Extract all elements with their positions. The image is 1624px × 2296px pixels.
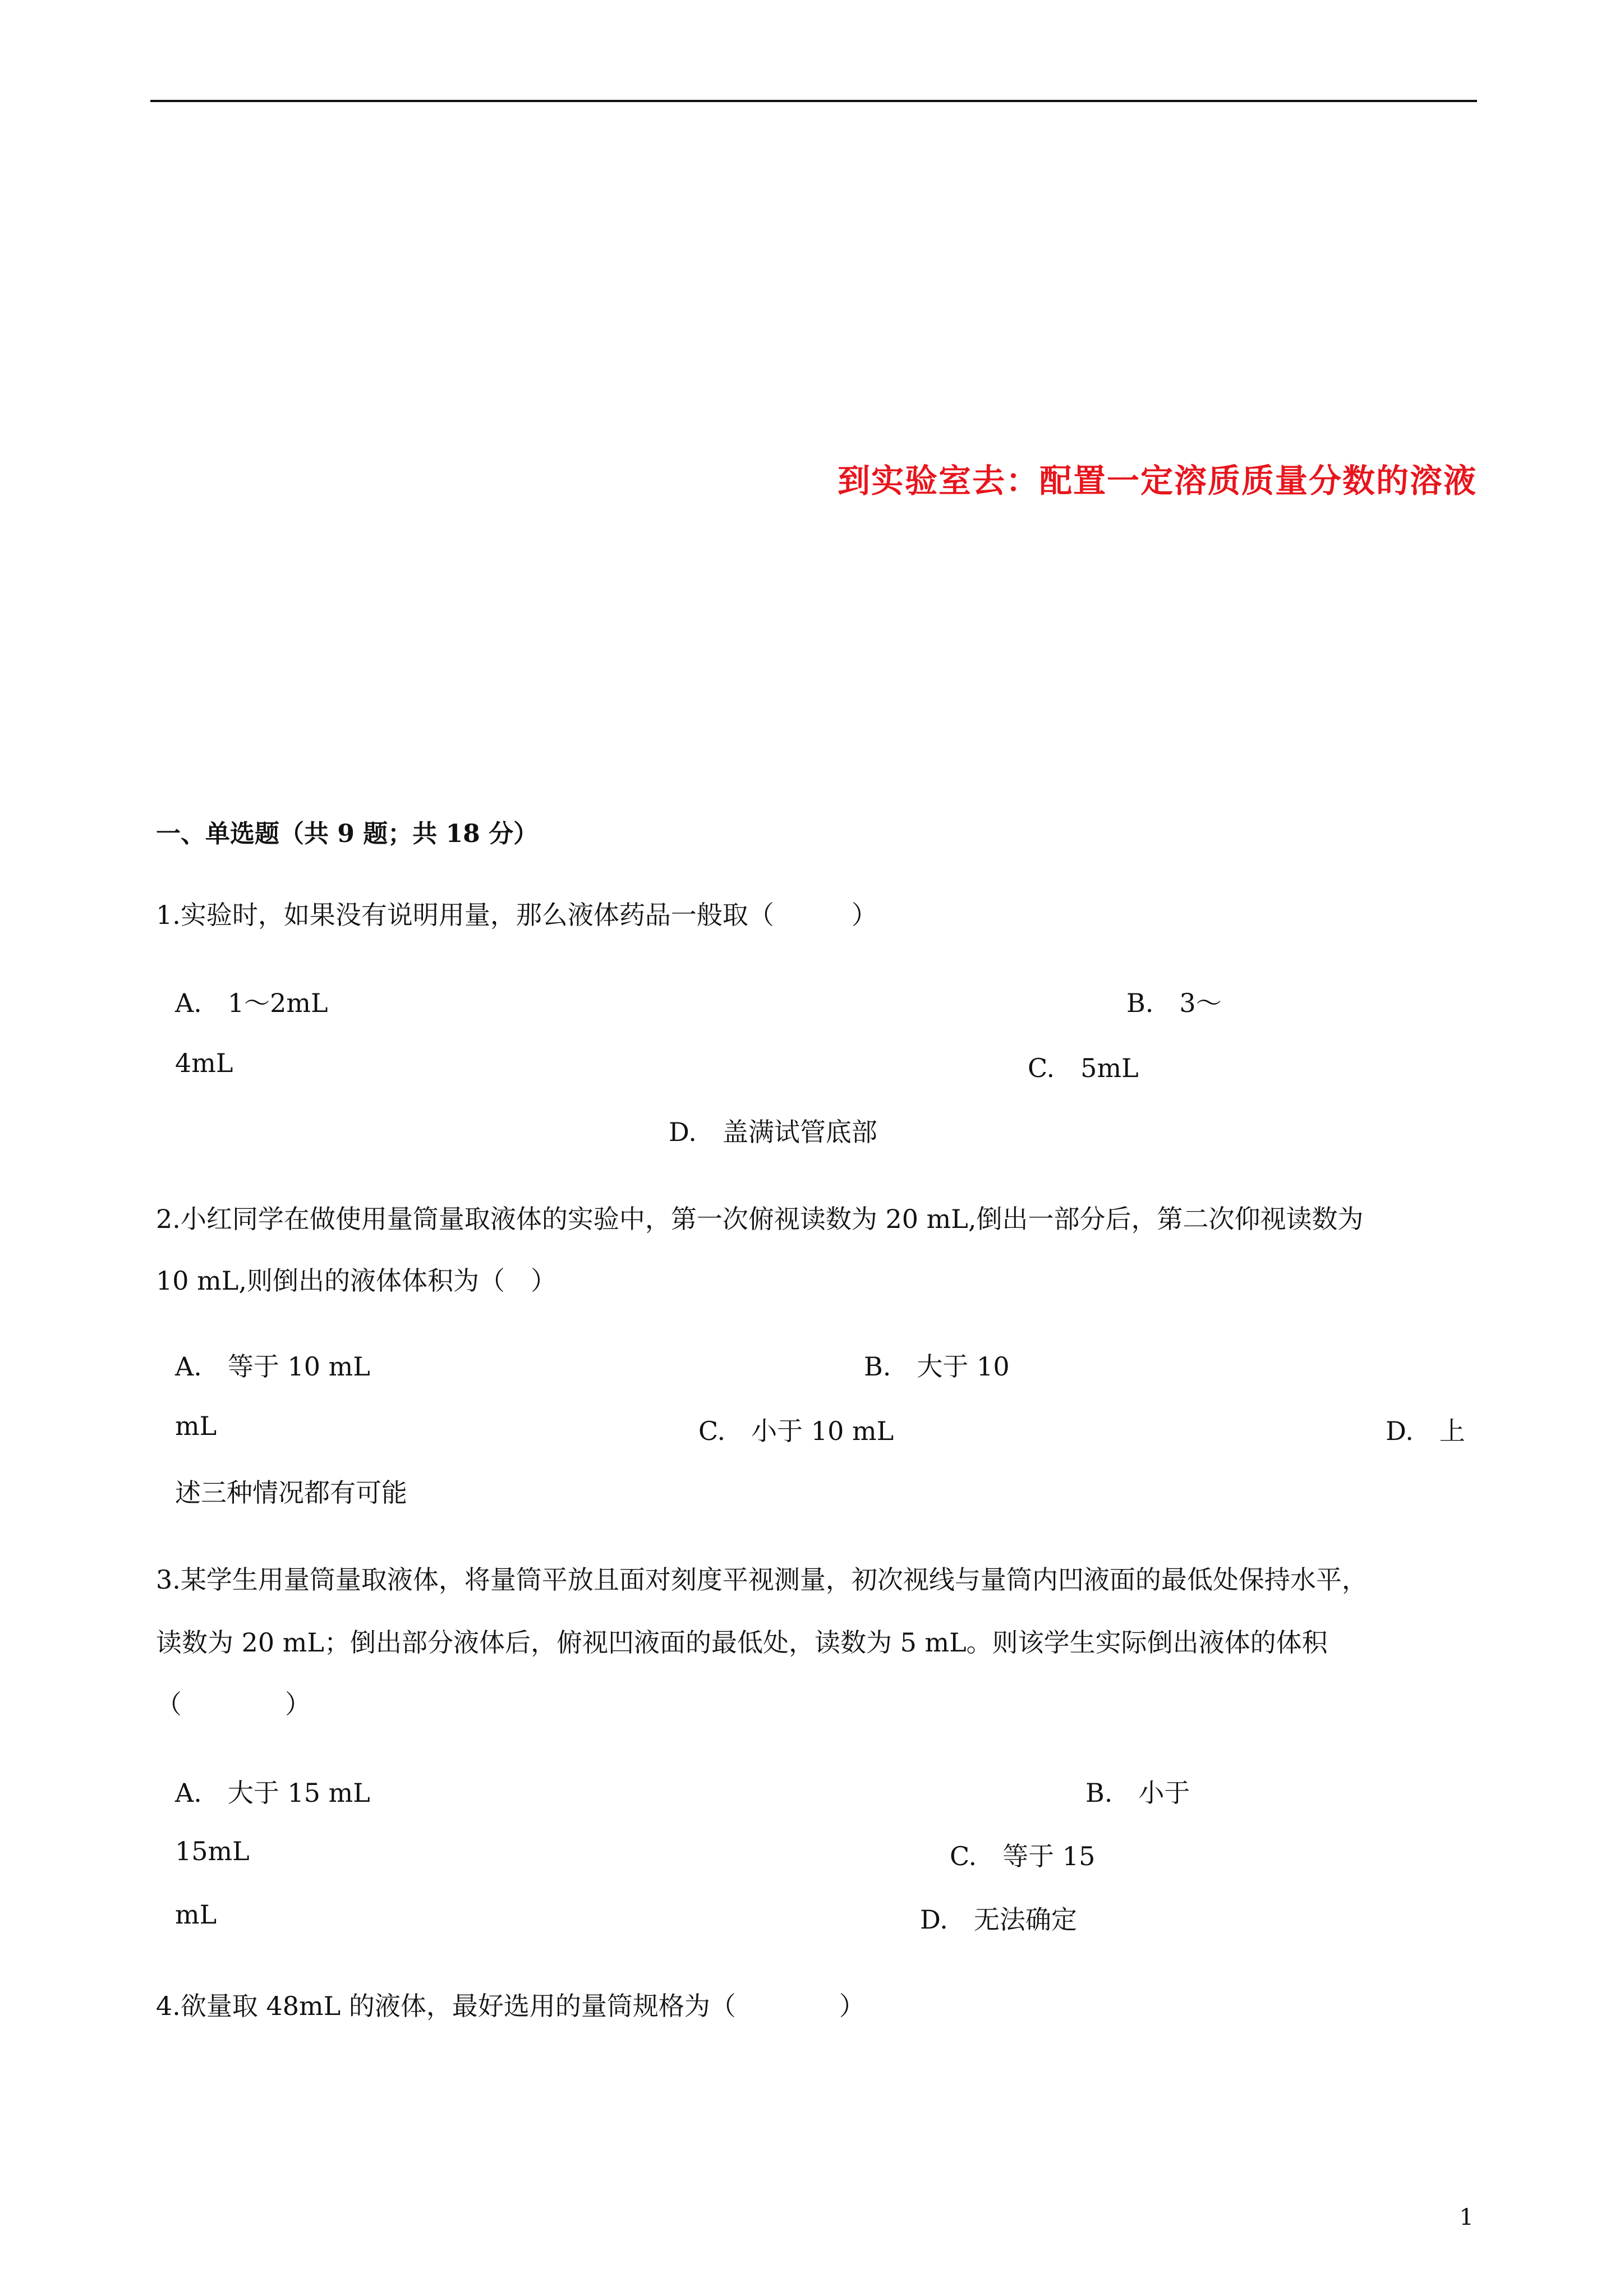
question-2-option-b-cont: mL bbox=[175, 1411, 217, 1441]
question-4-text: 4.欲量取 48mL 的液体，最好选用的量筒规格为（ ） bbox=[156, 1991, 865, 2021]
question-1-option-b-cont: 4mL bbox=[175, 1048, 233, 1078]
question-2-option-b: B. 大于 10 bbox=[864, 1351, 1010, 1382]
question-2-option-d-cont: 述三种情况都有可能 bbox=[175, 1478, 407, 1508]
question-2-text-line-2: 10 mL,则倒出的液体体积为（ ） bbox=[156, 1266, 556, 1296]
question-1-option-b: B. 3～ bbox=[1126, 988, 1222, 1018]
section-heading: 一、单选题（共 9 题；共 18 分） bbox=[156, 820, 539, 848]
question-3-text-line-3: （ ） bbox=[156, 1689, 311, 1719]
question-3-option-c-cont: mL bbox=[175, 1899, 217, 1930]
question-2-option-d: D. 上 bbox=[1386, 1416, 1465, 1446]
question-2-text-line-1: 2.小红同学在做使用量筒量取液体的实验中，第一次俯视读数为 20 mL,倒出一部分后，第二次仰视读数为 bbox=[156, 1204, 1364, 1234]
question-3-text-line-2: 读数为 20 mL；倒出部分液体后，俯视凹液面的最低处，读数为 5 mL。则该学生实际倒出液体的体积 bbox=[156, 1627, 1328, 1658]
question-1-option-c: C. 5mL bbox=[1028, 1053, 1139, 1083]
document-title: 到实验室去：配置一定溶质质量分数的溶液 bbox=[837, 462, 1477, 500]
question-3-option-c: C. 等于 15 bbox=[950, 1841, 1096, 1871]
header-rule bbox=[150, 100, 1477, 102]
question-1-option-a: A. 1～2mL bbox=[175, 988, 328, 1018]
page-number: 1 bbox=[1459, 2205, 1474, 2230]
question-1-option-d: D. 盖满试管底部 bbox=[669, 1117, 877, 1147]
question-3-option-d: D. 无法确定 bbox=[920, 1904, 1077, 1935]
question-1-text: 1.实验时，如果没有说明用量，那么液体药品一般取（ ） bbox=[156, 900, 877, 930]
question-2-option-a: A. 等于 10 mL bbox=[175, 1351, 370, 1382]
question-3-option-b: B. 小于 bbox=[1085, 1778, 1190, 1808]
question-3-option-b-cont: 15mL bbox=[175, 1836, 250, 1866]
question-2-option-c: C. 小于 10 mL bbox=[698, 1416, 894, 1446]
question-3-option-a: A. 大于 15 mL bbox=[175, 1778, 370, 1808]
question-3-text-line-1: 3.某学生用量筒量取液体，将量筒平放且面对刻度平视测量，初次视线与量筒内凹液面的最低处保持水平， bbox=[156, 1565, 1368, 1595]
